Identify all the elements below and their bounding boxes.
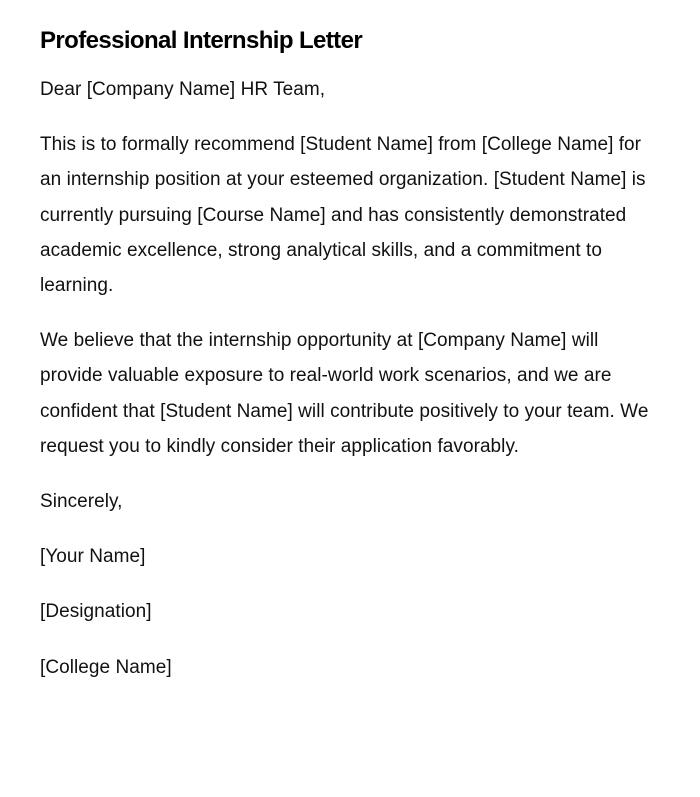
closing: Sincerely, — [40, 491, 123, 513]
signature-designation: [Designation] — [40, 601, 152, 623]
letter-title: Professional Internship Letter — [40, 27, 363, 54]
signature-name: [Your Name] — [40, 546, 146, 568]
signature-college: [College Name] — [40, 656, 172, 678]
body-paragraph-2: We believe that the internship opportunity at [Company Name] will provide valuable exposure to real-world work scenarios, and we are confident that [Student Name] will contribute positively to your team. We request you to kindly consider their application favorably. — [40, 330, 649, 457]
salutation: Dear [Company Name] HR Team, — [40, 79, 326, 100]
body-paragraph-1: This is to formally recommend [Student Name] from [College Name] for an internship position at your esteemed organization. [Student Name] is currently pursuing [Course Name] and has consistently demonstrated academic excellence, strong analytical skills, and a commitment to learning. — [40, 134, 646, 297]
